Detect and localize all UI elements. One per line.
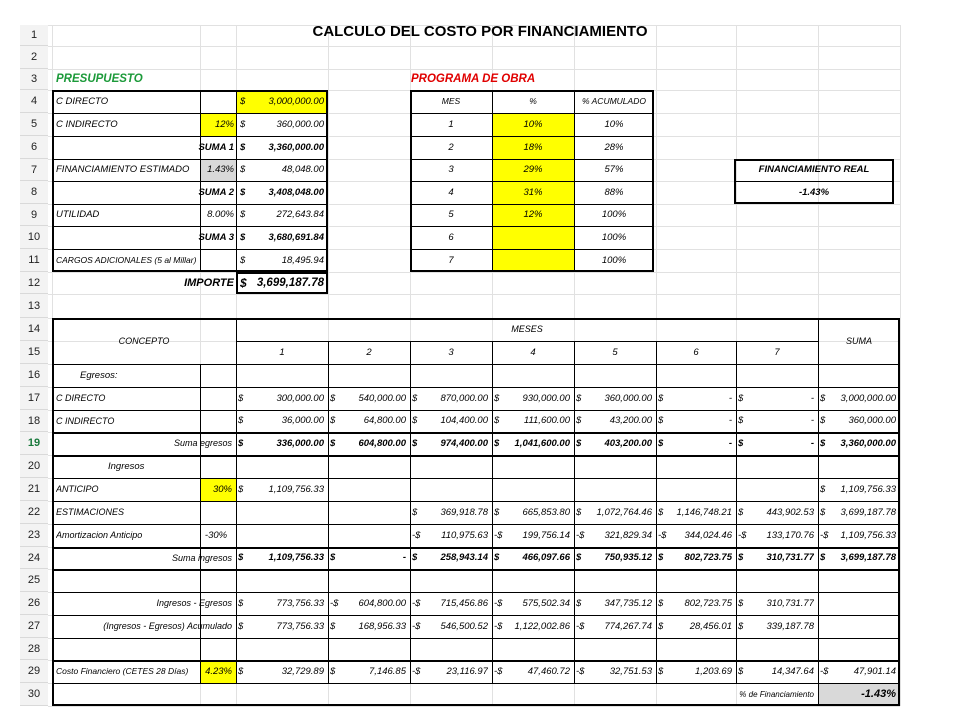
month-value: 540,000.00 — [358, 393, 406, 404]
month-value: 111,600.00 — [523, 415, 570, 426]
row-number[interactable]: 11 — [20, 249, 48, 272]
row-number[interactable]: 17 — [20, 387, 48, 410]
gridline — [52, 638, 900, 639]
currency-sign: $ — [658, 415, 664, 426]
programa-acum: 10% — [604, 119, 624, 130]
month-header: 5 — [612, 347, 618, 358]
currency-sign: $ — [238, 621, 244, 632]
currency-sign: $ — [658, 598, 664, 609]
month-value: 604,800.00 — [358, 438, 406, 449]
currency-sign: $ — [238, 666, 244, 677]
month-value: 1,072,764.46 — [596, 507, 652, 518]
row-number[interactable]: 7 — [20, 159, 48, 181]
gridline — [328, 341, 329, 683]
currency-sign: -$ — [494, 666, 503, 677]
month-value — [750, 478, 814, 501]
currency-sign: -$ — [412, 666, 421, 677]
programa-mes: 5 — [448, 209, 454, 220]
currency-sign: $ — [738, 415, 744, 426]
programa-acum: 57% — [604, 164, 624, 175]
currency-sign: $ — [240, 232, 246, 243]
currency-sign: $ — [412, 438, 418, 449]
currency-sign: $ — [820, 438, 826, 449]
month-value: 974,400.00 — [440, 438, 488, 449]
concepto-header: CONCEPTO — [118, 336, 170, 346]
sum-value: 360,000.00 — [848, 415, 896, 426]
month-value: - — [810, 438, 814, 449]
currency-sign: $ — [658, 393, 664, 404]
programa-pct: 10% — [523, 119, 543, 130]
currency-sign: $ — [738, 666, 744, 677]
currency-sign: $ — [330, 666, 336, 677]
presupuesto-value: 3,000,000.00 — [268, 96, 324, 107]
presupuesto-sum-label: SUMA 3 — [198, 232, 234, 243]
month-value: 773,756.33 — [276, 621, 324, 632]
currency-sign: $ — [494, 507, 500, 518]
row-number[interactable]: 26 — [20, 592, 48, 615]
sum-value — [832, 592, 896, 615]
month-value — [250, 501, 324, 524]
concept-pct: 30% — [212, 484, 232, 495]
concept-label: ANTICIPO — [56, 484, 99, 494]
month-value — [342, 501, 406, 524]
concept-label: C DIRECTO — [56, 393, 106, 403]
concept-pct: -30% — [204, 530, 228, 541]
sum-value: 3,699,187.78 — [840, 507, 896, 518]
presupuesto-pct: 1.43% — [207, 164, 234, 175]
month-header: 2 — [366, 347, 372, 358]
programa-acum: 100% — [601, 255, 627, 266]
currency-sign: $ — [576, 598, 582, 609]
gridline — [818, 318, 819, 706]
currency-sign: $ — [738, 507, 744, 518]
month-header: 3 — [448, 347, 454, 358]
month-value: 1,109,756.33 — [268, 552, 324, 563]
gridline — [48, 706, 900, 707]
currency-sign: $ — [240, 96, 246, 107]
month-value: 32,729.89 — [281, 666, 324, 677]
currency-sign: $ — [738, 552, 744, 563]
currency-sign: $ — [658, 666, 664, 677]
programa-mes: 4 — [448, 187, 454, 198]
month-value: 403,200.00 — [604, 438, 652, 449]
month-header: 6 — [693, 347, 699, 358]
presupuesto-heading: PRESUPUESTO — [56, 73, 143, 85]
concept-pct: 4.23% — [205, 666, 232, 677]
concept-label: Amortizacion Anticipo — [56, 530, 143, 540]
row-number[interactable]: 4 — [20, 90, 48, 113]
currency-sign: $ — [412, 507, 418, 518]
month-value: 665,853.80 — [522, 507, 570, 518]
month-value — [250, 524, 324, 547]
programa-mes: 2 — [448, 142, 454, 153]
month-value: - — [728, 393, 732, 404]
presupuesto-label: C DIRECTO — [56, 96, 109, 107]
month-header: 1 — [279, 347, 285, 358]
row-number[interactable]: 12 — [20, 272, 48, 294]
month-value: 360,000.00 — [604, 393, 652, 404]
programa-pct — [492, 226, 574, 249]
month-value: 802,723.75 — [684, 598, 732, 609]
currency-sign: $ — [238, 415, 244, 426]
month-value: 1,203.69 — [695, 666, 732, 677]
programa-mes: 6 — [448, 232, 454, 243]
month-value: 321,829.34 — [604, 530, 652, 541]
row-number[interactable]: 30 — [20, 683, 48, 706]
currency-sign: $ — [240, 119, 246, 130]
month-header: 7 — [774, 347, 780, 358]
presupuesto-label: C INDIRECTO — [56, 119, 118, 130]
currency-sign: $ — [238, 598, 244, 609]
presupuesto-sum-label: SUMA 1 — [198, 142, 234, 153]
row-number[interactable]: 16 — [20, 364, 48, 387]
currency-sign: -$ — [576, 621, 585, 632]
month-value: 23,116.97 — [446, 666, 488, 677]
gridline — [48, 294, 900, 295]
month-value: 347,735.12 — [604, 598, 652, 609]
concept-label: ESTIMACIONES — [56, 507, 125, 517]
sum-value: 3,360,000.00 — [840, 438, 896, 449]
suma-header: SUMA — [845, 336, 872, 346]
currency-sign: $ — [412, 552, 418, 563]
presupuesto-label: CARGOS ADICIONALES (5 al Millar) — [56, 255, 197, 265]
presupuesto-label: FINANCIAMIENTO ESTIMADO — [56, 164, 190, 175]
programa-pct — [492, 249, 574, 272]
currency-sign: $ — [576, 415, 582, 426]
sum-value: 3,000,000.00 — [840, 393, 896, 404]
presupuesto-value: 3,699,187.78 — [256, 277, 324, 289]
month-value: 310,731.77 — [766, 552, 814, 563]
currency-sign: -$ — [738, 530, 747, 541]
presupuesto-value: 3,680,691.84 — [268, 232, 324, 243]
programa-header: % ACUMULADO — [582, 96, 646, 106]
row-number[interactable]: 5 — [20, 113, 48, 136]
row-number[interactable]: 3 — [20, 69, 48, 90]
row-number[interactable]: 24 — [20, 547, 48, 569]
programa-mes: 3 — [448, 164, 454, 175]
currency-sign: $ — [330, 438, 336, 449]
programa-header: % — [529, 96, 537, 106]
row-number[interactable]: 8 — [20, 181, 48, 204]
currency-sign: $ — [412, 393, 418, 404]
currency-sign: $ — [820, 484, 826, 495]
month-value: 47,460.72 — [527, 666, 570, 677]
currency-sign: $ — [738, 621, 744, 632]
sum-value — [832, 615, 896, 638]
presupuesto-sum-label: SUMA 2 — [198, 187, 234, 198]
currency-sign: $ — [330, 415, 336, 426]
currency-sign: -$ — [494, 530, 503, 541]
gridline — [574, 341, 575, 683]
currency-sign: $ — [494, 552, 500, 563]
currency-sign: $ — [738, 393, 744, 404]
month-value: 1,041,600.00 — [514, 438, 570, 449]
month-value: - — [728, 415, 732, 426]
presupuesto-label: UTILIDAD — [56, 209, 100, 220]
gridline — [736, 341, 737, 683]
currency-sign: $ — [494, 438, 500, 449]
currency-sign: -$ — [820, 666, 829, 677]
row-number[interactable]: 15 — [20, 341, 48, 364]
programa-pct: 18% — [523, 142, 543, 153]
gridline — [236, 90, 237, 272]
programa-acum: 100% — [601, 209, 627, 220]
row-number[interactable]: 1 — [20, 25, 48, 46]
month-value: - — [402, 552, 406, 563]
programa-acum: 100% — [601, 232, 627, 243]
currency-sign: $ — [820, 393, 826, 404]
currency-sign: -$ — [412, 530, 421, 541]
currency-sign: $ — [738, 598, 744, 609]
concept-label: (Ingresos - Egresos) Acumulado — [103, 621, 232, 631]
currency-sign: $ — [820, 552, 826, 563]
month-value: 258,943.14 — [440, 552, 488, 563]
currency-sign: $ — [576, 552, 582, 563]
concept-label: Ingresos - Egresos — [156, 598, 232, 608]
month-value: 104,400.00 — [440, 415, 488, 426]
presupuesto-value: 48,048.00 — [281, 164, 324, 175]
sum-value: 3,699,187.78 — [840, 552, 896, 563]
sum-value: 1,109,756.33 — [840, 530, 896, 541]
currency-sign: $ — [658, 621, 664, 632]
currency-sign: $ — [240, 276, 247, 290]
currency-sign: $ — [240, 142, 246, 153]
month-value — [506, 478, 570, 501]
row-number[interactable]: 9 — [20, 204, 48, 226]
month-value: 774,267.74 — [604, 621, 652, 632]
month-value: 199,756.14 — [522, 530, 570, 541]
month-value: 43,200.00 — [609, 415, 652, 426]
row-number[interactable]: 13 — [20, 294, 48, 318]
month-value: - — [728, 438, 732, 449]
presupuesto-sum-label: IMPORTE — [184, 277, 234, 289]
month-value: 715,456.86 — [440, 598, 488, 609]
sheet-title: CALCULO DEL COSTO POR FINANCIAMIENTO — [312, 23, 648, 40]
currency-sign: -$ — [330, 598, 339, 609]
programa-pct: 29% — [523, 164, 543, 175]
month-value: 14,347.64 — [771, 666, 814, 677]
row-number[interactable]: 29 — [20, 660, 48, 683]
currency-sign: $ — [658, 438, 664, 449]
presupuesto-value: 3,360,000.00 — [268, 142, 324, 153]
month-header: 4 — [530, 347, 536, 358]
month-value: 344,024.46 — [684, 530, 732, 541]
currency-sign: $ — [494, 393, 500, 404]
row-number[interactable]: 23 — [20, 524, 48, 547]
month-value: 300,000.00 — [276, 393, 324, 404]
month-value: 575,502.34 — [522, 598, 570, 609]
concept-label: Costo Financiero (CETES 28 Días) — [56, 666, 189, 676]
currency-sign: $ — [240, 164, 246, 175]
concept-label: Suma egresos — [173, 438, 232, 448]
row-number[interactable]: 10 — [20, 226, 48, 249]
gridline — [48, 46, 900, 47]
currency-sign: -$ — [576, 530, 585, 541]
row-number[interactable]: 28 — [20, 638, 48, 660]
row-number[interactable]: 21 — [20, 478, 48, 501]
programa-heading: PROGRAMA DE OBRA — [411, 73, 536, 85]
month-value: 336,000.00 — [276, 438, 324, 449]
currency-sign: -$ — [494, 621, 503, 632]
currency-sign: -$ — [576, 666, 585, 677]
currency-sign: -$ — [658, 530, 667, 541]
financiamiento-real-value: -1.43% — [798, 187, 830, 198]
pct-financiamiento-value: -1.43% — [861, 688, 896, 700]
currency-sign: $ — [576, 507, 582, 518]
month-value: 168,956.33 — [358, 621, 406, 632]
month-value: 466,097.66 — [522, 552, 570, 563]
row-number[interactable]: 14 — [20, 318, 48, 341]
currency-sign: $ — [240, 209, 246, 220]
currency-sign: -$ — [412, 621, 421, 632]
month-value: 1,109,756.33 — [268, 484, 324, 495]
programa-acum: 88% — [604, 187, 624, 198]
currency-sign: $ — [658, 552, 664, 563]
programa-mes: 1 — [448, 119, 454, 130]
month-value: 36,000.00 — [281, 415, 324, 426]
month-value: 310,731.77 — [766, 598, 814, 609]
presupuesto-pct: 12% — [214, 119, 234, 130]
currency-sign: $ — [238, 552, 244, 563]
gridline — [52, 570, 900, 571]
currency-sign: $ — [238, 484, 244, 495]
row-number[interactable]: 25 — [20, 569, 48, 592]
egresos-label: Egresos: — [80, 370, 118, 381]
month-value: 32,751.53 — [609, 666, 652, 677]
row-number[interactable]: 18 — [20, 410, 48, 432]
month-value — [588, 478, 652, 501]
month-value: 750,935.12 — [604, 552, 652, 563]
row-number[interactable]: 22 — [20, 501, 48, 524]
currency-sign: -$ — [412, 598, 421, 609]
presupuesto-value: 272,643.84 — [276, 209, 324, 220]
presupuesto-value: 360,000.00 — [276, 119, 324, 130]
presupuesto-value: 18,495.94 — [281, 255, 324, 266]
currency-sign: $ — [240, 187, 246, 198]
month-value: 443,902.53 — [766, 507, 814, 518]
month-value: 773,756.33 — [276, 598, 324, 609]
row-number[interactable]: 6 — [20, 136, 48, 159]
currency-sign: $ — [330, 621, 336, 632]
month-value: 133,170.76 — [766, 530, 814, 541]
month-value: - — [810, 393, 814, 404]
gridline — [410, 341, 411, 683]
currency-sign: $ — [820, 415, 826, 426]
pct-financiamiento-label: % de Financiamiento — [739, 690, 814, 699]
month-value — [424, 478, 488, 501]
month-value: 64,800.00 — [363, 415, 406, 426]
currency-sign: $ — [494, 415, 500, 426]
currency-sign: $ — [412, 415, 418, 426]
concept-label: C INDIRECTO — [56, 416, 115, 426]
month-value — [670, 478, 732, 501]
row-number[interactable]: 27 — [20, 615, 48, 638]
month-value: 870,000.00 — [440, 393, 488, 404]
month-value: 339,187.78 — [766, 621, 814, 632]
month-value: - — [810, 415, 814, 426]
month-value: 1,146,748.21 — [676, 507, 732, 518]
presupuesto-value: 3,408,048.00 — [268, 187, 324, 198]
row-number[interactable]: 20 — [20, 455, 48, 478]
programa-header: MES — [441, 96, 461, 106]
row-number[interactable]: 19 — [20, 432, 48, 455]
currency-sign: $ — [820, 507, 826, 518]
currency-sign: $ — [738, 438, 744, 449]
sum-value: 1,109,756.33 — [840, 484, 896, 495]
ingresos-label: Ingresos — [108, 461, 145, 472]
currency-sign: $ — [658, 507, 664, 518]
programa-pct: 31% — [523, 187, 543, 198]
currency-sign: -$ — [820, 530, 829, 541]
gridline — [656, 341, 657, 683]
currency-sign: $ — [576, 393, 582, 404]
month-value: 110,975.63 — [441, 530, 488, 541]
currency-sign: $ — [330, 552, 336, 563]
programa-mes: 7 — [448, 255, 454, 266]
month-value — [342, 524, 406, 547]
gridline — [492, 341, 493, 683]
month-value: 369,918.78 — [440, 507, 488, 518]
presupuesto-pct: 8.00% — [207, 209, 234, 220]
programa-pct: 12% — [523, 209, 543, 220]
currency-sign: $ — [330, 393, 336, 404]
currency-sign: $ — [576, 438, 582, 449]
month-value: 604,800.00 — [358, 598, 406, 609]
programa-acum: 28% — [604, 142, 624, 153]
month-value — [342, 478, 406, 501]
month-value: 802,723.75 — [684, 552, 732, 563]
month-value: 546,500.52 — [440, 621, 488, 632]
month-value: 7,146.85 — [369, 666, 406, 677]
sum-value: 47,901.14 — [853, 666, 896, 677]
month-value: 28,456.01 — [689, 621, 732, 632]
concept-label: Suma ingresos — [171, 553, 232, 563]
gridline — [900, 25, 901, 706]
financiamiento-real-label: FINANCIAMIENTO REAL — [758, 164, 870, 175]
currency-sign: $ — [238, 438, 244, 449]
row-number[interactable]: 2 — [20, 46, 48, 69]
month-value: 930,000.00 — [522, 393, 570, 404]
meses-header: MESES — [511, 324, 543, 334]
currency-sign: $ — [238, 393, 244, 404]
currency-sign: -$ — [494, 598, 503, 609]
currency-sign: $ — [240, 255, 246, 266]
month-value: 1,122,002.86 — [514, 621, 570, 632]
